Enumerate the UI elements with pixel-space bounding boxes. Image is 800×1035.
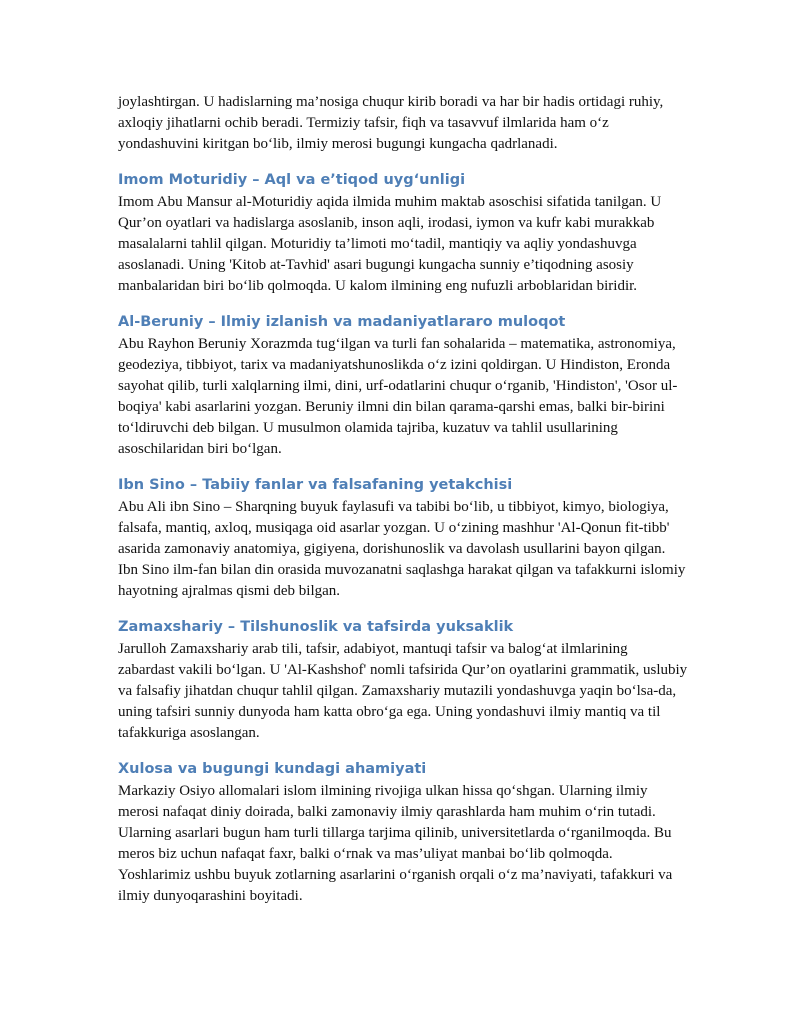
section-heading: Ibn Sino – Tabiiy fanlar va falsafaning yetakchisi [118, 477, 513, 493]
section-paragraph: Jarulloh Zamaxshariy arab tili, tafsir, adabiyot, mantuqi tafsir va balog‘at ilmlarining zabardast vakili bo‘lgan. U 'Al-Kashshof' nomli tafsirida Qur’on oyatlarini grammatik, uslubiy va falsafiy jihatdan chuqur tahlil qilgan. Zamaxshariy mutazili yondashuvga yaqin bo‘lsa-da, uning tafsiri sunniy dunyoda ham katta obro‘ga ega. Uning yondashuvi ilmiy mantiq va til tafakkuriga asoslangan. [118, 641, 688, 741]
section-paragraph: Imom Abu Mansur al-Moturidiy aqida ilmida muhim maktab asoschisi sifatida tanilgan. U Qur’on oyatlari va hadislarga asoslanib, inson aqli, irodasi, iymon va kufr kabi murakkab masalalarni tahlil qilgan. Moturidiy ta’limoti mo‘tadil, mantiqiy va aqliy yondashuvga asoslanadi. Uning 'Kitob at-Tavhid' asari bugungi kungacha sunniy e’tiqodning asosiy manbalaridan biri bo‘lib qolmoqda. U kalom ilmining eng nufuzli arboblaridan biridir. [118, 194, 662, 294]
section-paragraph: Abu Rayhon Beruniy Xorazmda tug‘ilgan va turli fan sohalarida – matematika, astronomiya, geodeziya, tibbiyot, tarix va madaniyatshunoslikda o‘z izini qoldirgan. U Hindiston, Eronda sayohat qilib, turli xalqlarning ilmi, dini, urf-odatlarini chuqur o‘rganib, 'Hindiston', 'Osor ul-boqiya' kabi asarlarini yozgan. Beruniy ilmni din bilan qarama-qarshi emas, balki bir-birini to‘ldiruvchi deb bilgan. U musulmon olamida tajriba, kuzatuv va tahlil usullarining asoschilaridan biri bo‘lgan. [118, 336, 678, 457]
section-heading: Zamaxshariy – Tilshunoslik va tafsirda yuksaklik [118, 619, 514, 635]
section-beruniy [118, 312, 688, 460]
section-heading: Al-Beruniy – Ilmiy izlanish va madaniyatlararo muloqot [118, 314, 566, 330]
document-body [118, 92, 688, 907]
intro-paragraph: joylashtirgan. U hadislarning ma’nosiga chuqur kirib boradi va har bir hadis ortidagi ruhiy, axloqiy jihatlarni ochib beradi. Termiziy tafsir, fiqh va tasavvuf ilmlarida ham o‘z yondashuvini kiritgan bo‘lib, ilmiy merosi bugungi kungacha qadrlanadi. [118, 94, 664, 152]
section-paragraph: Markaziy Osiyo allomalari islom ilmining rivojiga ulkan hissa qo‘shgan. Ularning ilmiy merosi nafaqat diniy doirada, balki zamonaviy ilmiy qarashlarda ham muhim o‘rin tutadi. Ularning asarlari bugun ham turli tillarga tarjima qilinib, universitetlarda o‘rganilmoqda. Bu meros biz uchun nafaqat faxr, balki o‘rnak va mas’uliyat manbai bo‘lib qolmoqda. Yoshlarimiz ushbu buyuk zotlarning asarlarini o‘rganish orqali o‘z ma’naviyati, tafakkuri va ilmiy dunyoqarashini boyitadi. [118, 783, 673, 904]
section-paragraph: Abu Ali ibn Sino – Sharqning buyuk faylasufi va tabibi bo‘lib, u tibbiyot, kimyo, biologiya, falsafa, mantiq, axloq, musiqaga oid asarlar yozgan. U o‘zining mashhur 'Al-Qonun fit-tibb' asarida zamonaviy anatomiya, gigiyena, dorishunoslik va davolash usullarini bayon qilgan. Ibn Sino ilm-fan bilan din orasida muvozanatni saqlashga harakat qilgan va tafakkurni islomiy hayotning ajralmas qismi deb bilgan. [118, 499, 686, 599]
section-ibn-sino [118, 475, 688, 602]
section-heading: Imom Moturidiy – Aql va e’tiqod uyg‘unligi [118, 172, 466, 188]
section-zamaxshariy [118, 617, 688, 744]
section-heading: Xulosa va bugungi kundagi ahamiyati [118, 761, 427, 777]
section-conclusion [118, 759, 688, 907]
section-moturidiy [118, 170, 688, 297]
